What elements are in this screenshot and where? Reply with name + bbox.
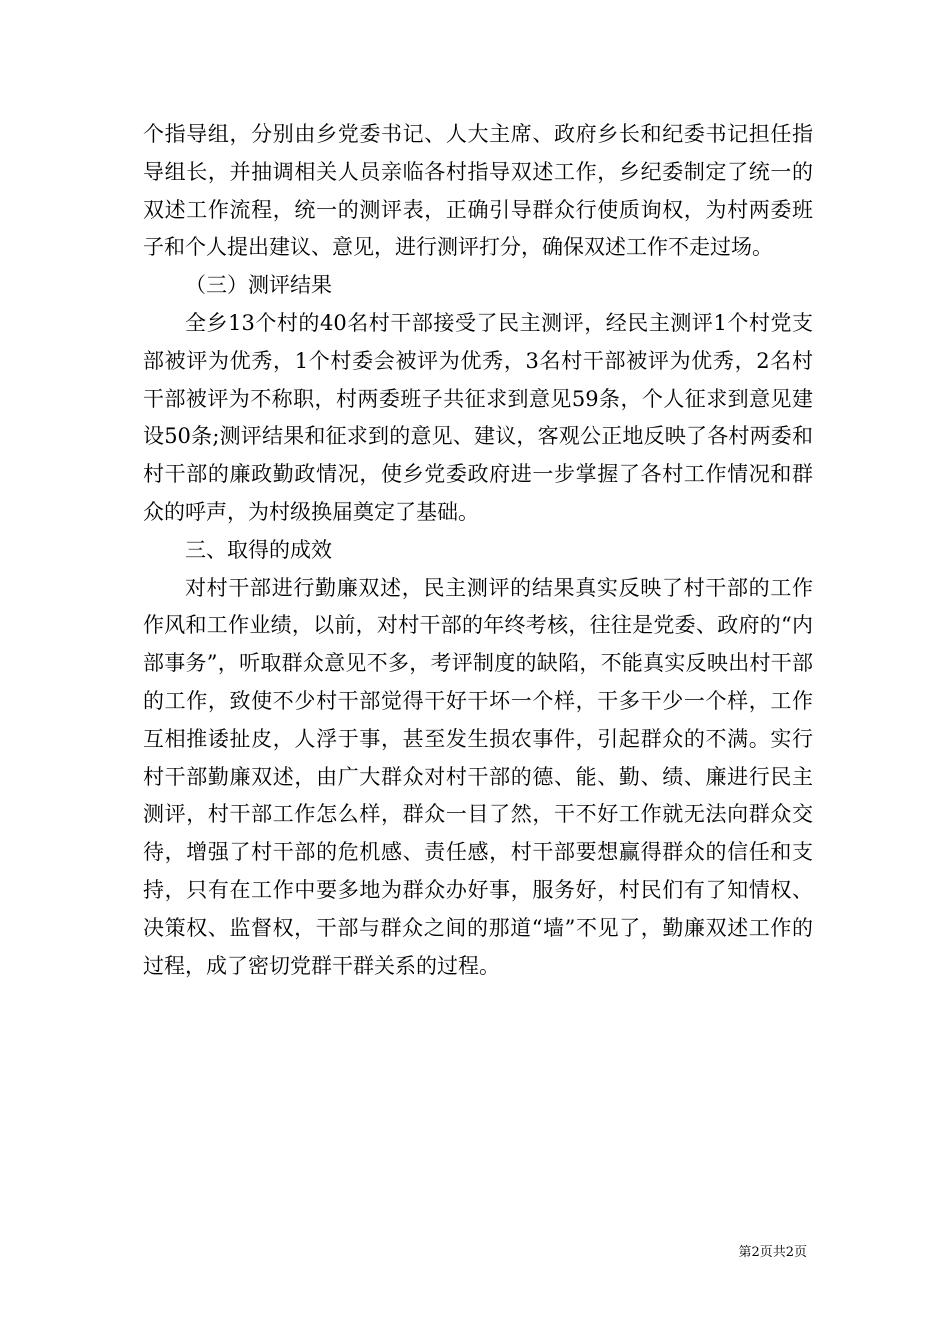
heading-achievements: 三、取得的成效	[185, 537, 332, 562]
paragraph-achievements: 对村干部进行勤廉双述，民主测评的结果真实反映了村干部的工作作风和工作业绩，以前，对村干部的年终考核，往往是党委、政府的“内部事务”，听取群众意见不多，考评制度的缺陷，不能真实反映出村干部的工作，致使不少村干部觉得干好干坏一个样，干多干少一个样，工作互相推诿扯皮，人浮于事，甚至发生损农事件，引起群众的不满。实行村干部勤廉双述，由广大群众对村干部的德、能、勤、绩、廉进行民主测评，村干部工作怎么样，群众一目了然，干不好工作就无法向群众交待，增强了村干部的危机感、责任感，村干部要想赢得群众的信任和支持，只有在工作中要多地为群众办好事，服务好，村民们有了知情权、决策权、监督权，干部与群众之间的那道“墙”不见了，勤廉双述工作的过程，成了密切党群干群关系的过程。	[143, 575, 813, 978]
document-body	[143, 116, 813, 985]
paragraph-continued: 个指导组，分别由乡党委书记、人大主席、政府乡长和纪委书记担任指导组长，并抽调相关人员亲临各村指导双述工作，乡纪委制定了统一的双述工作流程，统一的测评表，正确引导群众行使质询权，为村两委班子和个人提出建议、意见，进行测评打分，确保双述工作不走过场。	[143, 122, 813, 260]
paragraph-evaluation-results: 全乡13个村的40名村干部接受了民主测评，经民主测评1个村党支部被评为优秀，1个村委会被评为优秀，3名村干部被评为优秀，2名村干部被评为不称职，村两委班子共征求到意见59条，个人征求到意见建设50条;测评结果和征求到的意见、建议，客观公正地反映了各村两委和村干部的廉政勤政情况，使乡党委政府进一步掌握了各村工作情况和群众的呼声，为村级换届奠定了基础。	[143, 310, 813, 524]
page-number-footer: 第2页共2页	[738, 1245, 807, 1260]
subheading-evaluation-results: （三）测评结果	[185, 273, 332, 298]
